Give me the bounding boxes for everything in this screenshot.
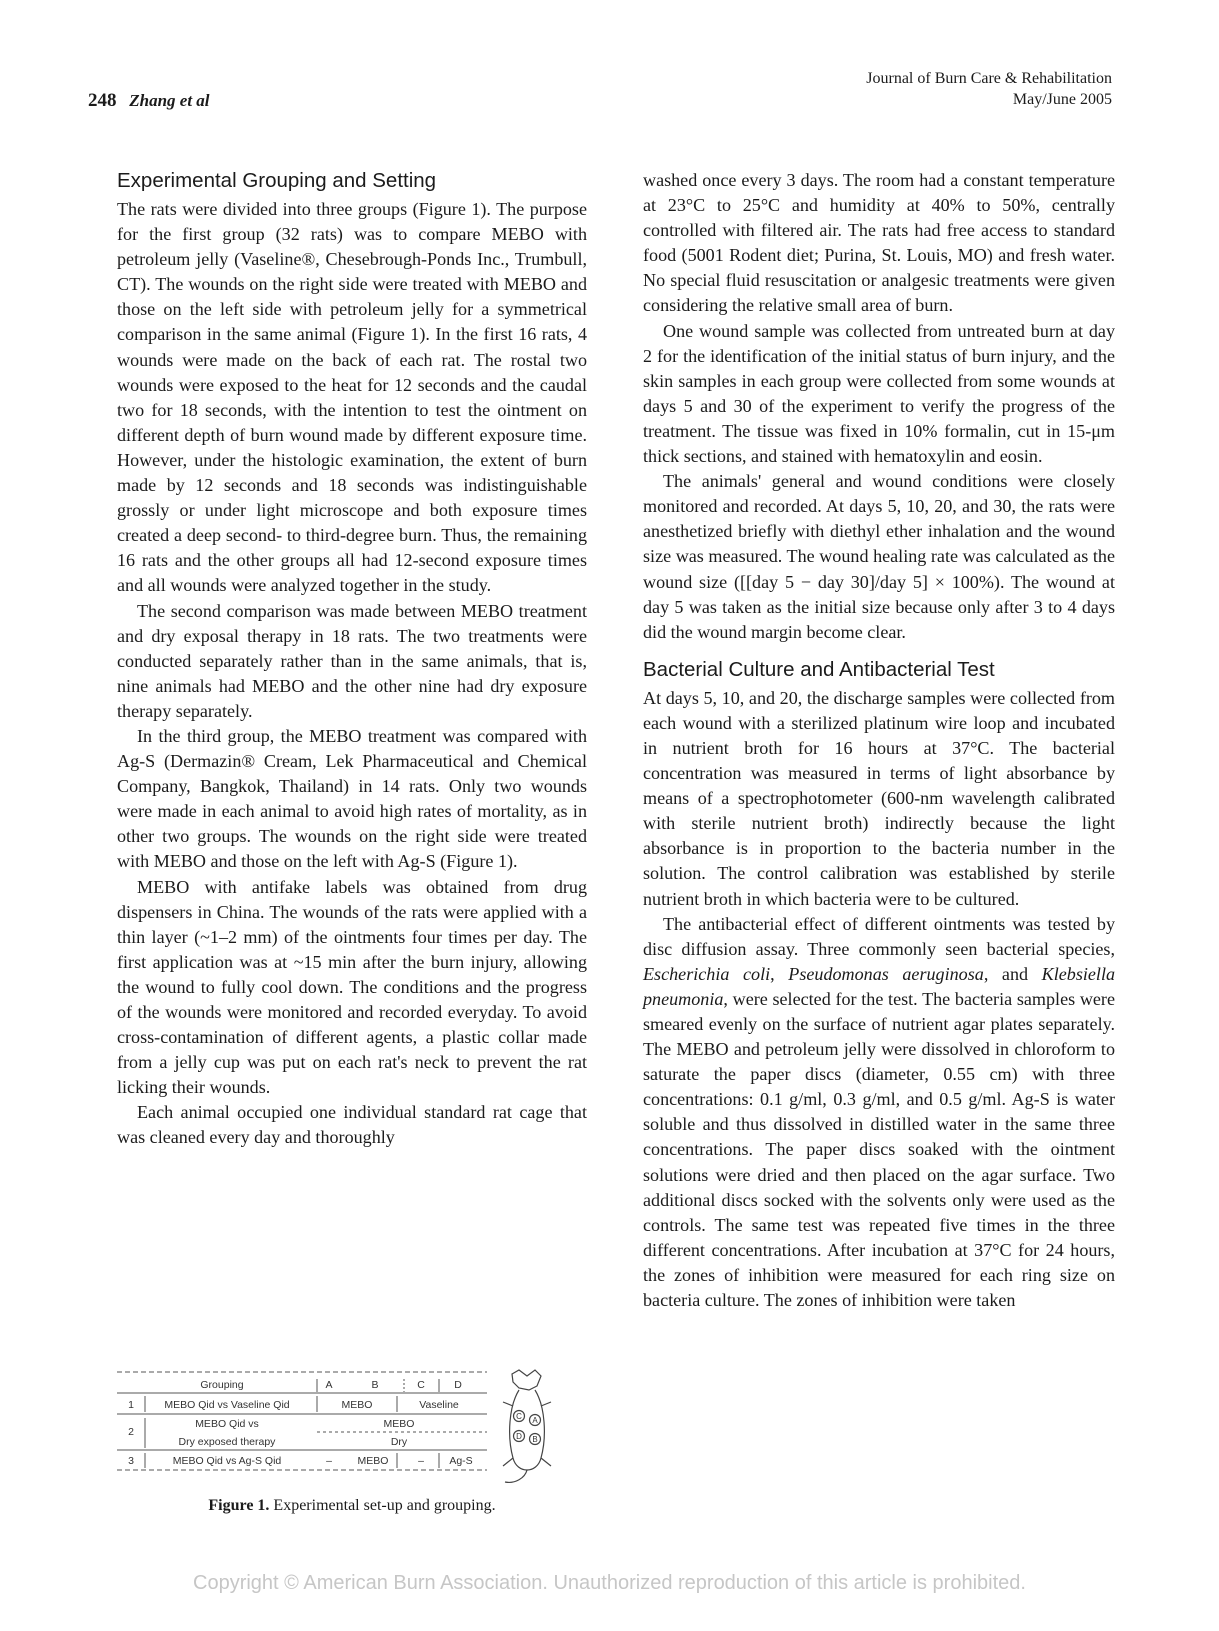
species-name: Klebsiella pneumonia <box>643 963 1116 1009</box>
cell-dash: – <box>418 1455 424 1467</box>
caption-label: Figure 1. <box>208 1497 270 1514</box>
cell-vaseline: Vaseline <box>419 1399 459 1411</box>
paragraph: Each animal occupied one individual standard rat cage that was cleaned every day and thoroughly <box>117 1102 587 1148</box>
right-column <box>643 168 1115 1313</box>
header-b: B <box>371 1379 379 1391</box>
paragraph <box>643 912 1115 1314</box>
wound-label-c: C <box>516 1412 522 1421</box>
caption-text: Experimental set-up and grouping. <box>273 1497 496 1514</box>
text-run: The antibacterial effect of different ointments was tested by disc diffusion assay. Three commonly seen bacterial species, <box>643 913 1115 959</box>
section-heading-grouping: Experimental Grouping and Setting <box>117 169 437 192</box>
text-run: , <box>770 963 789 984</box>
text-run: , and <box>983 963 1042 984</box>
running-authors: Zhang et al <box>129 91 210 110</box>
figure-caption <box>117 1497 587 1515</box>
page-header-left <box>88 90 210 112</box>
paragraph: The animals' general and wound conditions were closely monitored and recorded. At days 5, 10, 20, and 30, the rats were anesthetized briefly with diethyl ether inhalation and the wound size was measured. The wound healing rate was calculated as the wound size ([[day 5 − day 30]/day 5] × 100%). The wound at day 5 was taken as the initial size because only after 3 to 4 days did the wound margin become clear. <box>643 471 1115 642</box>
text-run: , were selected for the test. The bacteria samples were smeared evenly on the surface of nutrient agar plates separately. The MEBO and petroleum jelly were dissolved in chloroform to saturate the paper discs (diameter, 0.55 cm) with three concentrations: 0.1 g/ml, 0.3 g/ml, and 0.5 g/ml. Ag-S is water soluble and thus dissolved in distilled water in the same three concentrations. The paper discs soaked with the ointment solutions were dried and then placed on the agar surface. Two additional discs socked with the solvents only were used as the controls. The same test was repeated five times in the three different concentrations. After incubation at 37°C for 24 hours, the zones of inhibition were measured for each ring size on bacteria culture. The zones of inhibition were taken <box>643 988 1115 1311</box>
header-grouping: Grouping <box>200 1379 244 1391</box>
cell-mebo: MEBO <box>341 1399 373 1411</box>
cell-mebo: MEBO <box>357 1455 389 1467</box>
paragraph: One wound sample was collected from untreated burn at day 2 for the identification of the initial status of burn injury, and the skin samples in each group were collected from some wounds at days 5 and 30 of the experiment to verify the progress of the treatment. The tissue was fixed in 10% formalin, cut in 15-μm thick sections, and stained with hematoxylin and eosin. <box>643 320 1115 467</box>
section-heading-bacterial: Bacterial Culture and Antibacterial Test <box>643 657 995 681</box>
header-d: D <box>454 1379 462 1391</box>
row-label-line2: Dry exposed therapy <box>178 1436 276 1448</box>
left-column <box>117 168 587 1151</box>
species-name: Escherichia coli <box>643 963 771 984</box>
journal-title: Journal of Burn Care & Rehabilitation <box>866 70 1112 87</box>
copyright-watermark: Copyright © American Burn Association. Unauthorized reproduction of this article is prohibited. <box>193 1572 1026 1594</box>
journal-issue: May/June 2005 <box>1012 91 1112 108</box>
paragraph: In the third group, the MEBO treatment was compared with Ag-S (Dermazin® Cream, Lek Pharmaceutical and Chemical Company, Bangkok, Thailand) in 14 rats. Only two wounds were made in each animal to avoid high rates of mortality, as in other two groups. The wounds on the right side were treated with MEBO and those on the left with Ag-S (Figure 1). <box>117 725 587 872</box>
cell-mebo: MEBO <box>383 1418 415 1430</box>
page-number: 248 <box>88 90 117 111</box>
header-c: C <box>417 1379 425 1391</box>
cell-ag-s: Ag-S <box>449 1455 473 1467</box>
figure-1 <box>117 1366 587 1516</box>
rat-head <box>512 1370 541 1390</box>
paragraph: The second comparison was made between MEBO treatment and dry exposal therapy in 18 rats. The two treatments were conducted separately rather than in the same animals, that is, nine animals had MEBO and the other nine had dry exposure therapy separately. <box>117 600 587 721</box>
wound-label-b: B <box>532 1435 538 1444</box>
cell-dry: Dry <box>390 1436 408 1448</box>
grouping-table <box>117 1366 587 1494</box>
row-label: MEBO Qid vs Ag-S Qid <box>172 1455 282 1467</box>
paragraph: At days 5, 10, and 20, the discharge samples were collected from each wound with a sterilized platinum wire loop and incubated in nutrient broth for 16 hours at 37°C. The bacterial concentration was measured in terms of light absorbance by means of a spectrophotometer (600-nm wavelength calibrated with sterile nutrient broth) indirectly because the light absorbance is in proportion to the bacteria number in the solution. The control calibration was established by sterile nutrient broth in which bacteria were to be cultured. <box>643 687 1115 909</box>
header-a: A <box>325 1379 333 1391</box>
rat-tail <box>505 1470 527 1482</box>
rat-body <box>510 1390 545 1470</box>
row-number: 2 <box>128 1426 134 1438</box>
paragraph: The rats were divided into three groups (Figure 1). The purpose for the first group (32 rats) was to compare MEBO with petroleum jelly (Vaseline®, Chesebrough-Ponds Inc., Trumbull, CT). The wounds on the right side were treated with MEBO and those on the left side with petroleum jelly for a symmetrical comparison in the same animal (Figure 1). In the first 16 rats, 4 wounds were made on the back of each rat. The rostal two wounds were exposed to the heat for 12 seconds and the caudal two for 18 seconds, with the intention to test the ointment on different depth of burn wound made by different exposure time. However, under the histologic examination, the extent of burn made by 12 seconds and 18 seconds was indistinguishable grossly or under light microscope and both exposure times created a deep second- to third-degree burn. Thus, the remaining 16 rats and the other groups all had 12-second exposure times and all wounds were analyzed together in the study. <box>117 199 587 596</box>
row-number: 1 <box>128 1399 134 1411</box>
wound-label-a: A <box>532 1416 538 1425</box>
species-name: Pseudomonas aeruginosa <box>788 963 984 984</box>
cell-dash: – <box>326 1455 332 1467</box>
row-label-line1: MEBO Qid vs <box>195 1418 259 1430</box>
paragraph: washed once every 3 days. The room had a constant temperature at 23°C to 25°C and humidity at 40% to 50%, centrally controlled with filtered air. The rats had free access to standard food (5001 Rodent diet; Purina, St. Louis, MO) and fresh water. No special fluid resuscitation or analgesic treatments were given considering the relative small area of burn. <box>643 170 1115 316</box>
paragraph: MEBO with antifake labels was obtained from drug dispensers in China. The wounds of the rats were applied with a thin layer (~1–2 mm) of the ointments four times per day. The first application was at ~15 min after the burn injury, allowing the wound to fully cool down. The conditions and the progress of the wounds were monitored and recorded everyday. To avoid cross-contamination of different agents, a plastic collar made from a jelly cup was put on each rat's neck to prevent the rat licking their wounds. <box>117 876 587 1098</box>
row-label: MEBO Qid vs Vaseline Qid <box>164 1399 290 1411</box>
rat-diagram <box>503 1370 551 1482</box>
row-number: 3 <box>128 1455 134 1467</box>
page-header-right <box>866 68 1112 110</box>
wound-label-d: D <box>516 1432 522 1441</box>
